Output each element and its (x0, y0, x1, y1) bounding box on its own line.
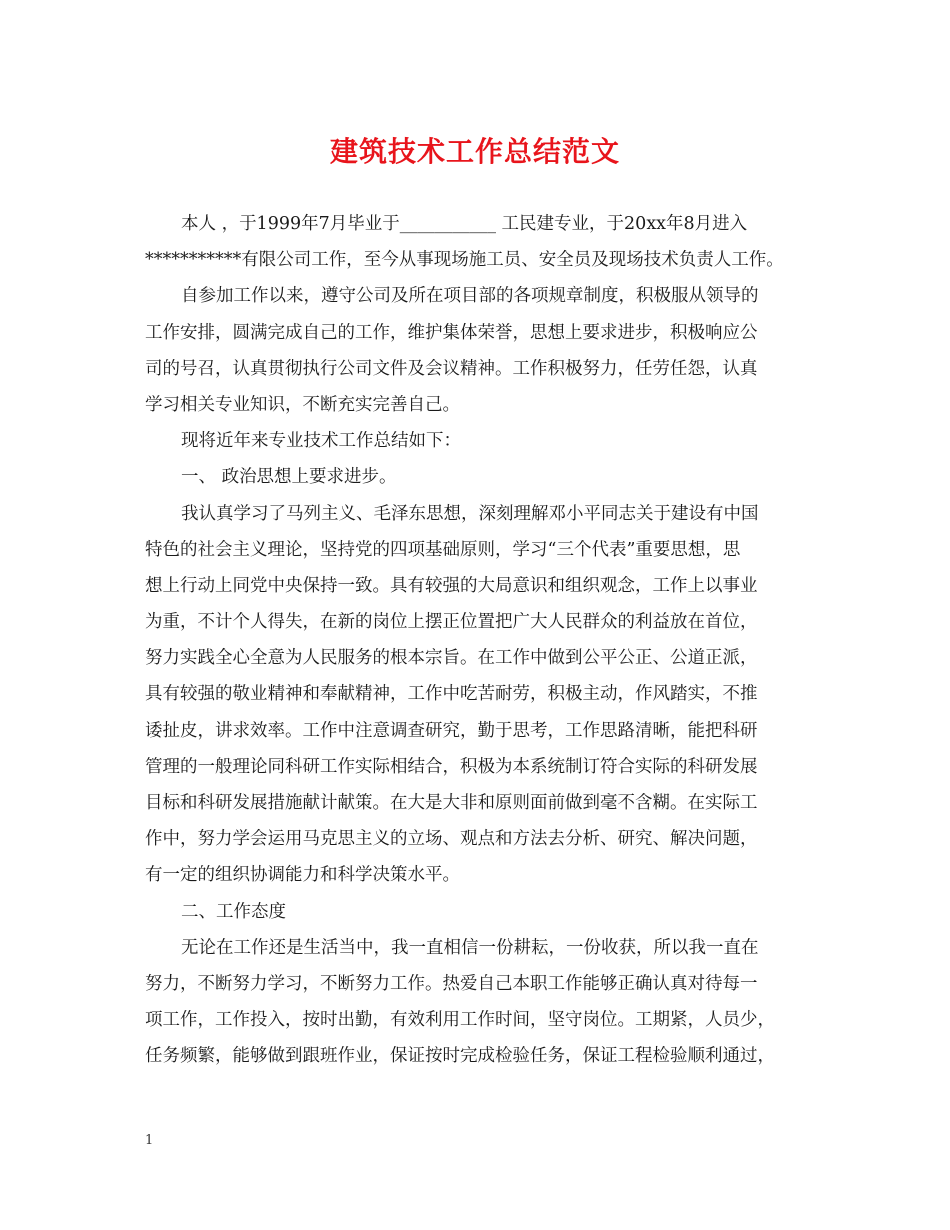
paragraph-line: 作中，努力学会运用马克思主义的立场、观点和方法去分析、研究、解决问题， (145, 829, 758, 850)
paragraph-line: 项工作，工作投入，按时出勤，有效利用工作时间，坚守岗位。工期紧，人员少， (145, 1010, 775, 1031)
paragraph-line: 本人 ，于1999年7月毕业于___________ 工民建专业，于20xx年8月进入 (181, 214, 748, 234)
document-title: 建筑技术工作总结范文 (329, 135, 620, 168)
paragraph-line: 自参加工作以来，遵守公司及所在项目部的各项规章制度，积极服从领导的 (181, 286, 759, 307)
page-number: 1 (145, 1133, 154, 1148)
document-body (145, 206, 810, 1075)
paragraph-line: 有一定的组织协调能力和科学决策水平。 (145, 865, 460, 886)
paragraph-line: 司的号召，认真贯彻执行公司文件及会议精神。工作积极努力，任劳任怨，认真 (145, 358, 758, 379)
paragraph-line: 无论在工作还是生活当中，我一直相信一份耕耘，一份收获，所以我一直在 (181, 937, 759, 958)
paragraph-line: 学习相关专业知识，不断充实完善自己。 (145, 394, 460, 415)
paragraph-line: 诿扯皮，讲求效率。工作中注意调查研究，勤于思考，工作思路清晰，能把科研 (145, 720, 758, 741)
paragraph-line: 我认真学习了马列主义、毛泽东思想，深刻理解邓小平同志关于建设有中国 (181, 503, 759, 524)
paragraph-line: 努力实践全心全意为人民服务的根本宗旨。在工作中做到公平公正、公道正派， (145, 648, 758, 669)
paragraph-line: 任务频繁，能够做到跟班作业，保证按时完成检验任务，保证工程检验顺利通过， (145, 1046, 775, 1067)
paragraph-line: ***********有限公司工作，至今从事现场施工员、安全员及现场技术负责人工作。 (145, 250, 784, 271)
paragraph-line: 努力，不断努力学习，不断努力工作。热爱自己本职工作能够正确认真对待每一 (145, 973, 758, 994)
paragraph-line: 想上行动上同党中央保持一致。具有较强的大局意识和组织观念，工作上以事业 (145, 575, 758, 596)
section-heading: 一、 政治思想上要求进步。 (181, 467, 397, 488)
paragraph-line: 管理的一般理论同科研工作实际相结合，积极为本系统制订符合实际的科研发展 (145, 756, 758, 777)
paragraph-line: 具有较强的敬业精神和奉献精神，工作中吃苦耐劳，积极主动，作风踏实，不推 (145, 684, 758, 705)
paragraph-line: 工作安排，圆满完成自己的工作，维护集体荣誉，思想上要求进步，积极响应公 (145, 322, 758, 343)
paragraph-line: 现将近年来专业技术工作总结如下： (181, 431, 461, 452)
paragraph-line: 特色的社会主义理论，坚持党的四项基础原则，学习“三个代表”重要思想，思 (145, 539, 741, 560)
paragraph-line: 目标和科研发展措施献计献策。在大是大非和原则面前做到毫不含糊。在实际工 (145, 793, 758, 813)
section-heading: 二、工作态度 (181, 901, 286, 922)
paragraph-line: 为重，不计个人得失，在新的岗位上摆正位置把广大人民群众的利益放在首位， (145, 612, 758, 633)
